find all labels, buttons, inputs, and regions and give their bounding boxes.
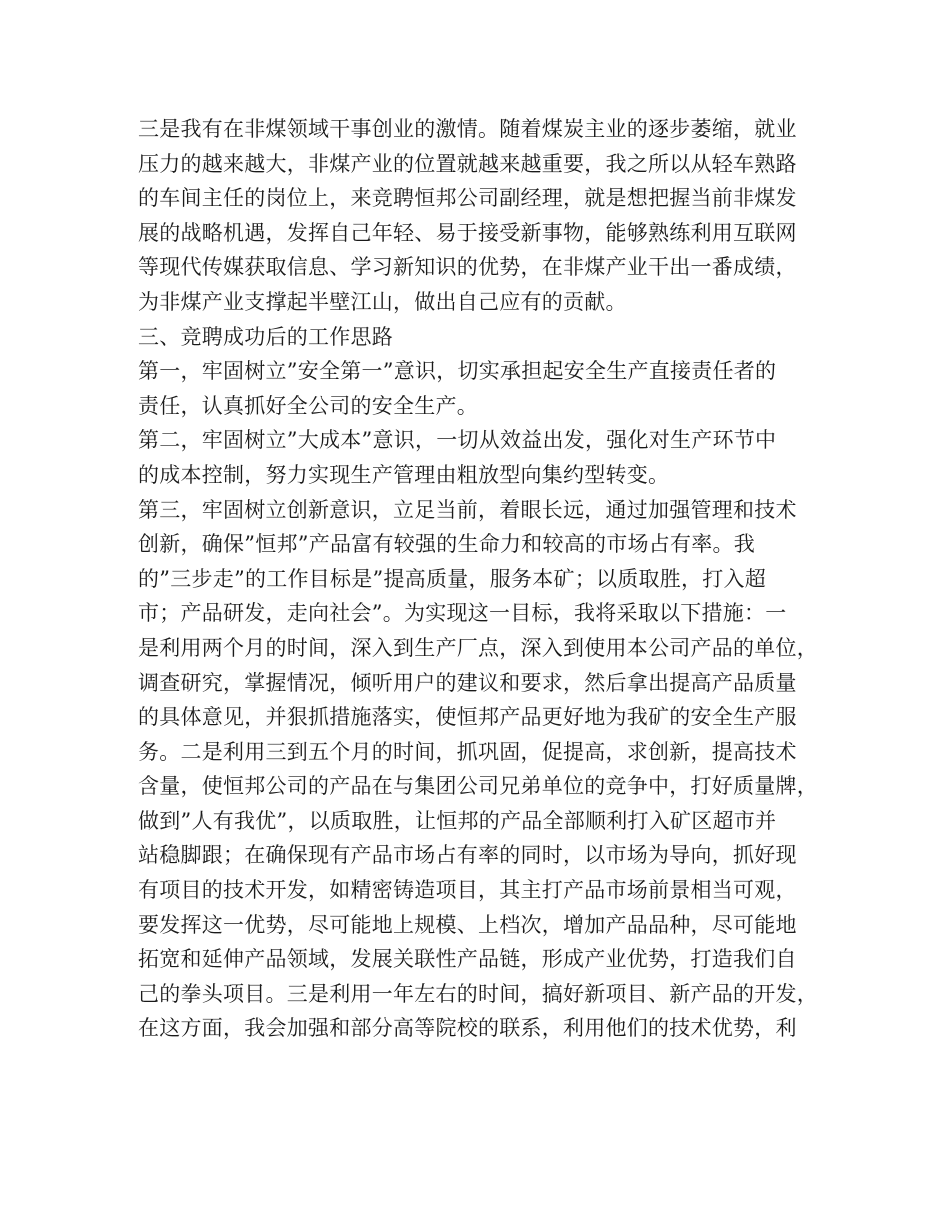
text-line: 拓宽和延伸产品领域，发展关联性产品链，形成产业优势，打造我们自 — [138, 947, 797, 972]
text-line: 第二，牢固树立”大成本”意识，一切从效益出发，强化对生产环节中 — [138, 428, 777, 453]
text-line: 等现代传媒获取信息、学习新知识的优势，在非煤产业干出一番成绩， — [138, 255, 797, 280]
text-line: 有项目的技术开发，如精密铸造项目，其主打产品市场前景相当可观， — [138, 878, 797, 903]
text-line: 调查研究，掌握情况，倾听用户的建议和要求，然后拿出提高产品质量 — [138, 670, 797, 695]
text-line: 压力的越来越大，非煤产业的位置就越来越重要，我之所以从轻车熟路 — [138, 151, 797, 176]
text-line: 要发挥这一优势，尽可能地上规模、上档次，增加产品品种，尽可能地 — [138, 912, 797, 937]
text-line: 创新，确保”恒邦”产品富有较强的生命力和较高的市场占有率。我 — [138, 532, 755, 557]
text-line: 市；产品研发，走向社会”。为实现这一目标，我将采取以下措施：一 — [138, 601, 787, 626]
body-text — [138, 112, 828, 1046]
text-line: 的车间主任的岗位上，来竞聘恒邦公司副经理，就是想把握当前非煤发 — [138, 186, 797, 211]
text-line: 责任，认真抓好全公司的安全生产。 — [138, 393, 478, 418]
text-line: 第三，牢固树立创新意识，立足当前，着眼长远，通过加强管理和技术 — [138, 497, 797, 522]
text-line: 第一，牢固树立”安全第一”意识，切实承担起安全生产直接责任者的 — [138, 359, 777, 384]
text-line: 做到”人有我优”，以质取胜，让恒邦的产品全部顺利打入矿区超市并 — [138, 808, 777, 833]
text-line: 站稳脚跟；在确保现有产品市场占有率的同时，以市场为导向，抓好现 — [138, 843, 797, 868]
text-line: 务。二是利用三到五个月的时间，抓巩固，促提高，求创新，提高技术 — [138, 739, 797, 764]
text-line: 含量，使恒邦公司的产品在与集团公司兄弟单位的竞争中，打好质量牌， — [138, 774, 818, 799]
text-line: 的具体意见，并狠抓措施落实，使恒邦产品更好地为我矿的安全生产服 — [138, 705, 797, 730]
text-line: 展的战略机遇，发挥自己年轻、易于接受新事物，能够熟练利用互联网 — [138, 220, 797, 245]
text-line: 的”三步走”的工作目标是”提高质量，服务本矿；以质取胜，打入超 — [138, 566, 766, 591]
text-line: 三是我有在非煤领域干事创业的激情。随着煤炭主业的逐步萎缩，就业 — [138, 117, 797, 141]
section-heading: 三、竞聘成功后的工作思路 — [138, 324, 393, 349]
text-line: 己的拳头项目。三是利用一年左右的时间，搞好新项目、新产品的开发， — [138, 981, 818, 1006]
text-line: 为非煤产业支撑起半壁江山，做出自己应有的贡献。 — [138, 289, 627, 314]
text-line: 在这方面，我会加强和部分高等院校的联系，利用他们的技术优势，利 — [138, 1016, 797, 1041]
text-line: 的成本控制，努力实现生产管理由粗放型向集约型转变。 — [138, 462, 670, 487]
text-line: 是利用两个月的时间，深入到生产厂点，深入到使用本公司产品的单位， — [138, 635, 818, 660]
